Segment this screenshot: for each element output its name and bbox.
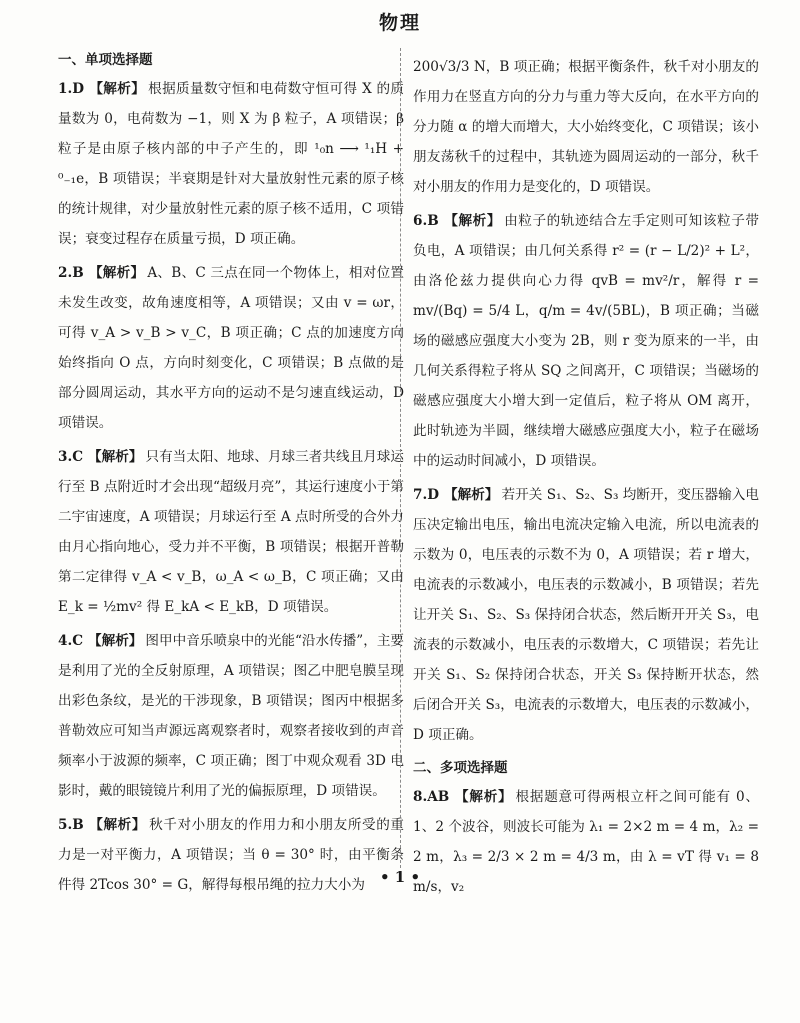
answer-number: 3.C [58,449,84,465]
analysis-tag: 【解析】 [443,487,499,503]
section-heading-single-choice: 一、单项选择题 [58,52,153,68]
answer-text: 图甲中音乐喷泉中的光能“沿水传播”，主要是利用了光的全反射原理，A 项错误；图乙中肥皂膜呈现出彩色条纹，是光的干涉现象，B 项错误；图丙中根据多普勒效应可知当声源远离观察者时，观察者接收到的声音频率小于波源的频率，C 项正确；图丁中观众观看 3D 电影时，戴的眼镜镜片利用了光的偏振原理，D 项错误。 [58,633,405,799]
left-column [58,46,404,904]
answer-number: 8.AB [413,789,450,805]
page-title: 物理 [378,12,421,34]
section-heading-multi-choice: 二、多项选择题 [413,760,508,776]
answer-number: 5.B [58,817,84,833]
answer-number: 6.B [413,213,439,229]
answer-item [58,74,404,254]
answer-item-continued [413,52,759,202]
answer-item [58,258,404,438]
analysis-tag: 【解析】 [88,633,143,649]
answer-text: A、B、C 三点在同一个物体上，相对位置未发生改变，故角速度相等，A 项错误；又由 v = ωr，可得 v_A > v_B > v_C，B 项正确；C 点的加速度方向始终指向 O 点，方向时刻变化，C 项错误；B 点做的是部分圆周运动，其水平方向的运动不是匀速直线运动，D 项错误。 [58,265,405,431]
answer-text: 200√3/3 N，B 项正确；根据平衡条件，秋千对小朋友的作用力在竖直方向的分力与重力等大反向，在水平方向的分力随 α 的增大而增大，大小始终变化，C 项错误；该小朋友荡秋千的过程中，其轨迹为圆周运动的一部分，秋千对小朋友的作用力是变化的，D 项错误。 [413,59,759,195]
column-divider [400,48,401,868]
analysis-tag: 【解析】 [88,265,145,281]
answer-text: 若开关 S₁、S₂、S₃ 均断开，变压器输入电压决定输出电压，输出电流决定输入电流，所以电流表的示数为 0，电压表的示数不为 0，A 项错误；若 r 增大，电流表的示数减小，电压表的示数减小，B 项错误；若先让开关 S₁、S₂、S₃ 保持闭合状态，然后断开开关 S₃，电流表的示数减小，电压表的示数增大，C 项错误；若先让开关 S₁、S₂ 保持闭合状态，开关 S₃ 保持断开状态，然后闭合开关 S₃，电流表的示数增大，电压表的示数减小，D 项正确。 [413,487,760,743]
answer-item [58,442,404,622]
analysis-tag: 【解析】 [443,213,502,229]
answer-text: 根据质量数守恒和电荷数守恒可得 X 的质量数为 0，电荷数为 −1，则 X 为 β 粒子，A 项错误；β 粒子是由原子核内部的中子产生的，即 ¹₀n ⟶ ¹₁H + ⁰₋₁e，B 项错误；半衰期是针对大量放射性元素的原子核的统计规律，对少量放射性元素的原子核不适用，C 项错误；衰变过程存在质量亏损，D 项正确。 [58,81,405,247]
answer-text: 根据题意可得两根立杆之间可能有 0、1、2 个波谷，则波长可能为 λ₁ = 2×2 m = 4 m，λ₂ = 2 m，λ₃ = 2/3 × 2 m = 4/3 m，由 λ = vT 得 v₁ = 8 m/s，v₂ [413,789,760,895]
answer-item [58,810,404,900]
answer-number: 2.B [58,265,84,281]
answer-number: 7.D [413,487,439,503]
answer-text: 由粒子的轨迹结合左手定则可知该粒子带负电，A 项错误；由几何关系得 r² = (r − L/2)² + L²，由洛伦兹力提供向心力得 qvB = mv²/r，解得 r = mv/(Bq) = 5/4 L，q/m = 4v/(5BL)，B 项正确；当磁场的磁感应强度大小变为 2B，则 r 变为原来的一半，由几何关系得粒子将从 SQ 之间离开，C 项错误；当磁场的磁感应强度大小增大到一定值后，粒子将从 OM 离开，此时轨迹为半圆，继续增大磁感应强度大小，粒子在磁场中的运动时间减小，D 项错误。 [413,213,760,469]
right-column [413,52,759,906]
answer-number: 4.C [58,633,84,649]
analysis-tag: 【解析】 [454,789,513,805]
page-number: • 1 • [379,868,421,886]
analysis-tag: 【解析】 [88,81,146,97]
answer-text: 秋千对小朋友的作用力和小朋友所受的重力是一对平衡力，A 项错误；当 θ = 30° 时，由平衡条件得 2Tcos 30° = G，解得每根吊绳的拉力大小为 [58,817,405,893]
analysis-tag: 【解析】 [88,449,143,465]
analysis-tag: 【解析】 [88,817,147,833]
answer-text: 只有当太阳、地球、月球三者共线且月球运行至 B 点附近时才会出现“超级月亮”，其运行速度小于第二宇宙速度，A 项错误；月球运行至 A 点时所受的合外力由月心指向地心，受力并不平衡，B 项错误；根据开普勒第二定律得 v_A < v_B，ω_A < ω_B，C 项正确；又由 E_k = ½mv² 得 E_kA < E_kB，D 项错误。 [58,449,405,615]
answer-item [413,480,759,750]
answer-number: 1.D [58,81,84,97]
answer-item [58,626,404,806]
answer-item [413,206,759,476]
